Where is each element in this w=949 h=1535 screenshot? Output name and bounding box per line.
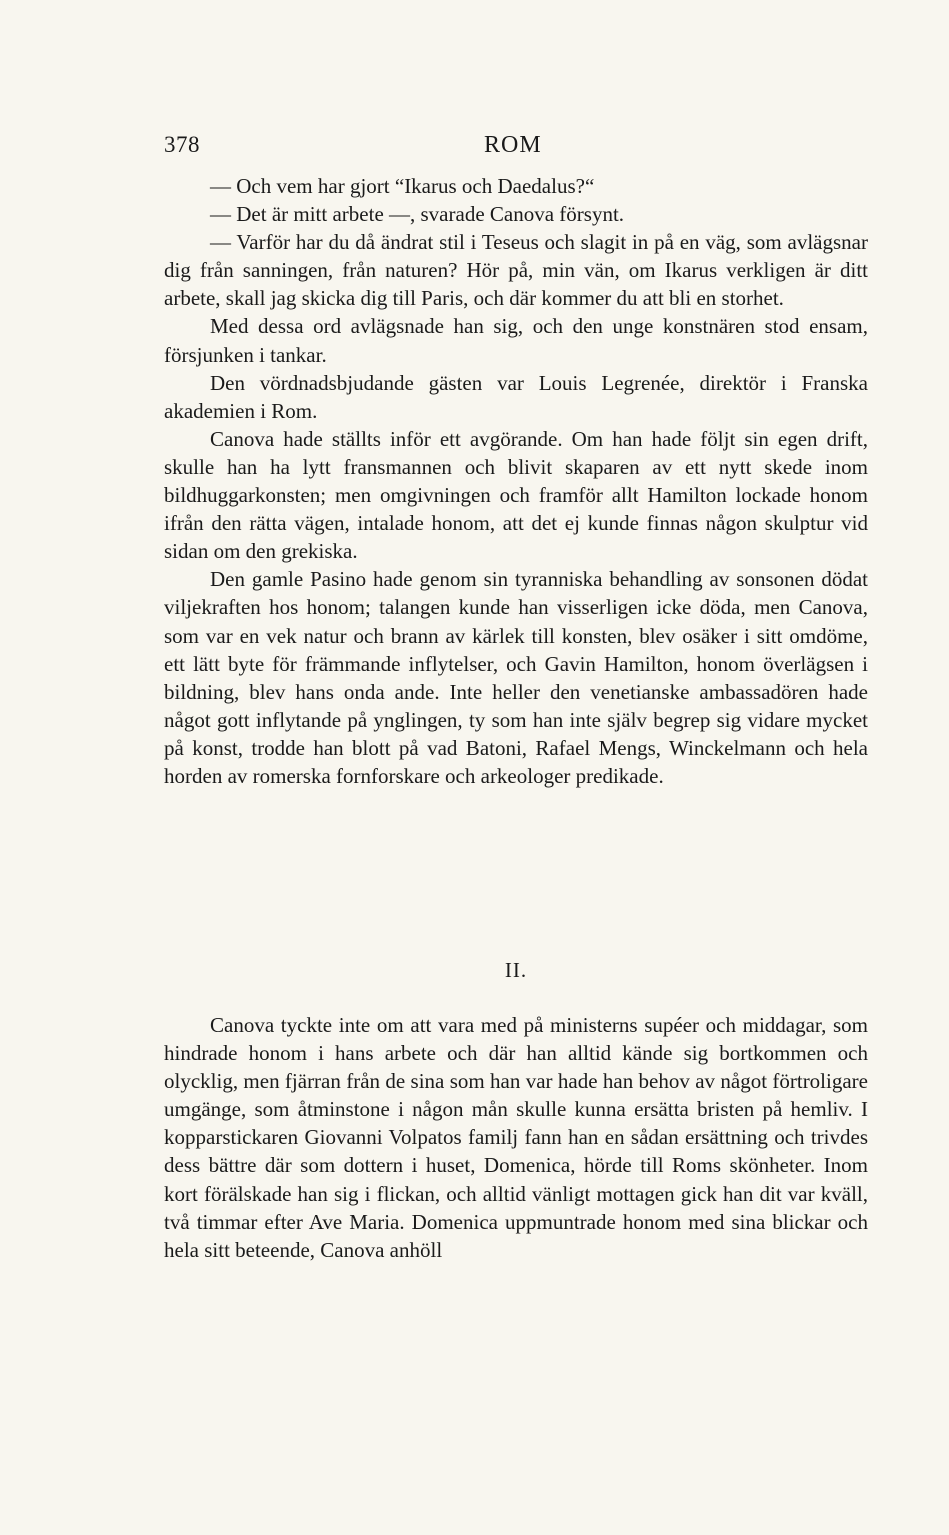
paragraph: Den gamle Pasino hade genom sin tyranniska behandling av sonsonen dödat viljekraften hos honom; talangen kunde han visserligen icke döda, men Canova, som var en vek natur och brann av kärlek till konsten, blev osäker i sitt omdöme, ett lätt byte för främmande inflytelser, och Gavin Hamilton, honom överlägsen i bildning, blev hans onda ande. Inte heller den venetianske ambassadören hade något gott inflytande på ynglingen, ty som han inte själv begrep sig vidare mycket på konst, trodde han blott på vad Batoni, Rafael Mengs, Winckelmann och hela horden av romerska fornforskare och arkeologer predikade. [164,567,868,788]
paragraph: Canova hade ställts inför ett avgörande. Om han hade följt sin egen drift, skulle han ha lytt fransmannen och blivit skaparen av ett nytt skede inom bildhuggarkonsten; men omgivningen och framför allt Hamilton lockade honom ifrån den rätta vägen, intalade honom, att det ej kunde finnas någon skulptur vid sidan om den grekiska. [164,426,868,564]
paragraph: Den vördnadsbjudande gästen var Louis Legrenée, direktör i Franska akademien i Rom. [164,370,868,423]
section-heading: II. [504,958,528,982]
paragraph: Med dessa ord avlägsnade han sig, och den unge konstnären stod ensam, försjunken i tankar. [164,314,868,367]
paragraph: — Det är mitt arbete —, svarade Canova försynt. [210,202,625,227]
paragraph: Canova tyckte inte om att vara med på ministerns supéer och middagar, som hindrade honom i hans arbete och där han alltid kände sig bortkommen och olycklig, men fjärran från de sina som han var hade han behov av något förtroligare umgänge, som åtminstone i någon mån skulle kunna ersätta bristen på hemliv. I kopparstickaren Giovanni Volpatos familj fann han en sådan ersättning och trivdes dess bättre där som dottern i huset, Domenica, hörde till Roms skönheter. Inom kort förälskade han sig i flickan, och alltid vänligt mottagen gick han dit var kväll, två timmar efter Ave Maria. Domenica uppmuntrade honom med sina blickar och hela sitt beteende, Canova anhöll [164,1013,868,1262]
text-block-part2 [164,1011,868,1264]
page-header [164,132,868,164]
text-block-part1 [164,172,868,790]
paragraph: — Och vem har gjort “Ikarus och Daedalus?“ [210,174,595,198]
page-number: 378 [164,132,200,157]
running-head: ROM [484,132,542,158]
paragraph: — Varför har du då ändrat stil i Teseus och slagit in på en väg, som avlägsnar dig från sanningen, från naturen? Hör på, min vän, om Ikarus verkligen är ditt arbete, skall jag skicka dig till Paris, och där kommer du att bli en storhet. [164,230,868,311]
